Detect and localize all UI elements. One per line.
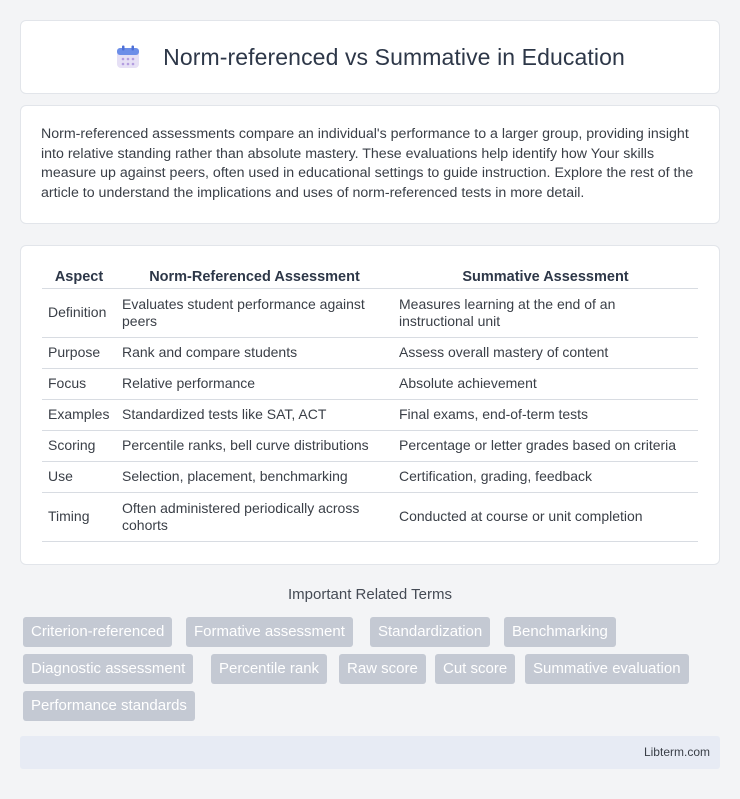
- tag-criterion-referenced[interactable]: Criterion-referenced: [23, 617, 172, 647]
- tag-percentile-rank[interactable]: Percentile rank: [211, 654, 327, 684]
- intro-paragraph: Norm-referenced assessments compare an individual's performance to a larger group, providing insight into relative standing rather than absolute mastery. These evaluations help identify how Your skills measure up against peers, often used in educational settings to guide instruction. Explore the rest of the article to understand the implications and uses of norm-referenced tests in more detail.: [41, 126, 694, 201]
- table-cell: Conducted at course or unit completion: [393, 493, 698, 542]
- table-cell: Definition: [42, 289, 116, 338]
- tag-diagnostic-assessment[interactable]: Diagnostic assessment: [23, 654, 193, 684]
- table-cell: Certification, grading, feedback: [393, 462, 698, 493]
- table-row: [42, 493, 698, 542]
- page-title: Norm-referenced vs Summative in Education: [163, 43, 625, 70]
- table-cell: Measures learning at the end of an instructional unit: [393, 289, 698, 338]
- table-header-row: [42, 266, 698, 289]
- tag-cut-score[interactable]: Cut score: [435, 654, 515, 684]
- related-terms-heading: Important Related Terms: [288, 586, 452, 603]
- table-cell: Evaluates student performance against peers: [116, 289, 393, 338]
- column-header-norm-referenced: Norm-Referenced Assessment: [116, 266, 393, 289]
- table-cell: Final exams, end-of-term tests: [393, 400, 698, 431]
- table-cell: Selection, placement, benchmarking: [116, 462, 393, 493]
- table-cell: Assess overall mastery of content: [393, 338, 698, 369]
- calendar-icon: [115, 44, 141, 70]
- table-cell: Examples: [42, 400, 116, 431]
- intro-card: [20, 105, 720, 224]
- header-card: [20, 20, 720, 94]
- table-row: [42, 369, 698, 400]
- comparison-table: [42, 266, 698, 542]
- table-cell: Percentile ranks, bell curve distributions: [116, 431, 393, 462]
- tag-raw-score[interactable]: Raw score: [339, 654, 426, 684]
- tag-standardization[interactable]: Standardization: [370, 617, 490, 647]
- table-row: [42, 431, 698, 462]
- table-row: [42, 400, 698, 431]
- footer-brand-link[interactable]: Libterm.com: [643, 745, 710, 759]
- table-cell: Rank and compare students: [116, 338, 393, 369]
- tag-benchmarking[interactable]: Benchmarking: [504, 617, 616, 647]
- table-cell: Scoring: [42, 431, 116, 462]
- table-row: [42, 462, 698, 493]
- table-cell: Standardized tests like SAT, ACT: [116, 400, 393, 431]
- table-row: [42, 338, 698, 369]
- table-cell: Absolute achievement: [393, 369, 698, 400]
- table-cell: Often administered periodically across cohorts: [116, 493, 393, 542]
- table-cell: Timing: [42, 493, 116, 542]
- tag-performance-standards[interactable]: Performance standards: [23, 691, 195, 721]
- column-header-summative: Summative Assessment: [393, 266, 698, 289]
- table-cell: Percentage or letter grades based on criteria: [393, 431, 698, 462]
- table-cell: Use: [42, 462, 116, 493]
- tag-formative-assessment[interactable]: Formative assessment: [186, 617, 353, 647]
- column-header-aspect: Aspect: [42, 266, 116, 289]
- table-cell: Relative performance: [116, 369, 393, 400]
- tag-summative-evaluation[interactable]: Summative evaluation: [525, 654, 689, 684]
- table-row: [42, 289, 698, 338]
- comparison-table-card: [20, 245, 720, 565]
- footer: [20, 736, 720, 769]
- table-cell: Purpose: [42, 338, 116, 369]
- table-cell: Focus: [42, 369, 116, 400]
